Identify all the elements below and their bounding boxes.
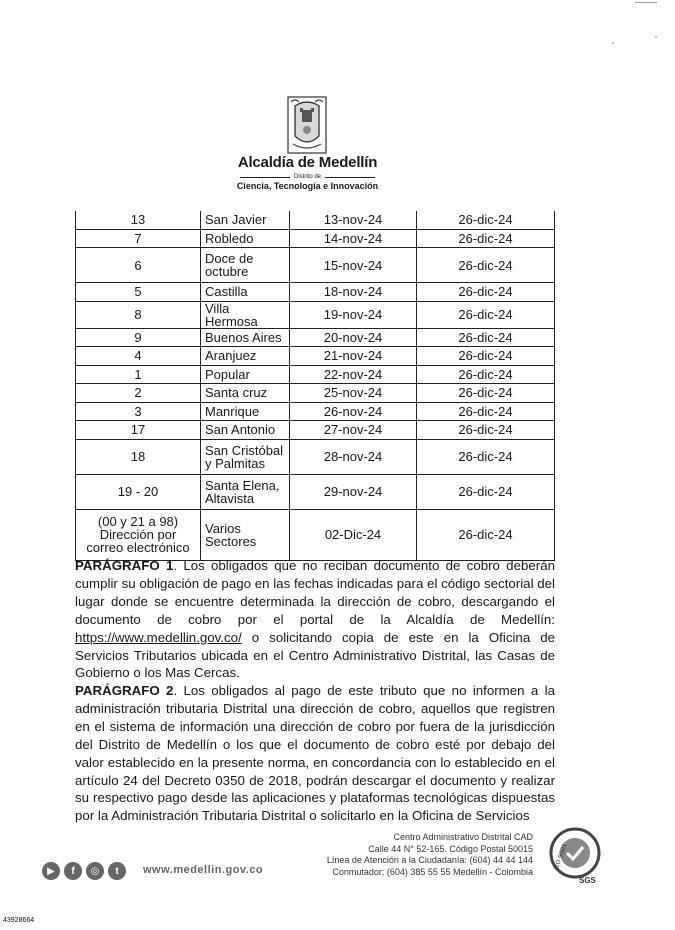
scan-mark (635, 2, 657, 3)
invoice-date-cell: 25-nov-24 (290, 384, 417, 403)
commune-cell: San Antonio (201, 421, 290, 440)
table-row (76, 248, 555, 283)
address-line: Calle 44 N° 52-165. Código Postal 50015 (368, 843, 533, 854)
invoice-date-cell: 02-Dic-24 (290, 509, 417, 560)
scan-speck (612, 42, 614, 44)
commune-cell: Santa Elena, Altavista (201, 474, 290, 509)
sector-code-cell: 17 (76, 421, 201, 440)
table-row (76, 365, 555, 384)
sector-code-cell: 9 (76, 328, 201, 347)
organization-name: Alcaldía de Medellín (237, 154, 378, 171)
invoice-date-cell: 28-nov-24 (290, 439, 417, 474)
address-line: Conmutador: (604) 385 55 55 Medellín - Colombia (332, 866, 533, 877)
sector-code-cell: 13 (76, 211, 201, 229)
table-row (76, 211, 555, 229)
table-row (76, 509, 555, 560)
instagram-icon[interactable]: ◎ (86, 862, 104, 880)
due-date-cell: 26-dic-24 (417, 229, 555, 248)
due-date-cell: 26-dic-24 (417, 365, 555, 384)
commune-cell: Varios Sectores (201, 509, 290, 560)
due-date-cell: 26-dic-24 (417, 328, 555, 347)
table-row (76, 384, 555, 403)
cert-label: SGS (579, 876, 596, 885)
due-date-cell: 26-dic-24 (417, 248, 555, 283)
paragraph-1-text-a: . Los obligados que no reciban documento de cobro deberán cumplir su obligación de pago en las fechas indicadas para el código sectorial del lugar donde se encuentre determinada la dirección de cobro, descargando el documento de cobro por el portal de la Alcaldía de Medellín: (75, 558, 555, 627)
due-date-cell: 26-dic-24 (417, 474, 555, 509)
commune-cell: Aranjuez (201, 347, 290, 366)
document-number: 43928664 (3, 917, 35, 924)
commune-cell: Robledo (201, 229, 290, 248)
sector-code-cell: 2 (76, 384, 201, 403)
paragraph-1-text-b: o solicitando copia de este en la Oficina de Servicios Tributarios ubicada en el Centro Administrativo Distrital, las Casas de Gobierno o los Mas Cercas. (75, 629, 555, 681)
commune-cell: Villa Hermosa (201, 301, 290, 328)
commune-cell: Doce de octubre (201, 248, 290, 283)
sector-code-cell: 18 (76, 439, 201, 474)
invoice-date-cell: 15-nov-24 (290, 248, 417, 283)
address-block (273, 832, 533, 878)
sector-code-cell: 4 (76, 347, 201, 366)
due-date-cell: 26-dic-24 (417, 211, 555, 229)
social-icons (42, 862, 126, 880)
invoice-date-cell: 14-nov-24 (290, 229, 417, 248)
sector-code-cell: 7 (76, 229, 201, 248)
due-date-cell: 26-dic-24 (417, 402, 555, 421)
invoice-date-cell: 26-nov-24 (290, 402, 417, 421)
commune-cell: Popular (201, 365, 290, 384)
table-row (76, 328, 555, 347)
paragraph-1-label: PARÁGRAFO 1 (75, 558, 174, 573)
table-row (76, 474, 555, 509)
commune-cell: Castilla (201, 283, 290, 302)
paragraph-2-text: . Los obligados al pago de este tributo que no informen a la administración tributaria Distrital una dirección de cobro, aquellos que registren en el sistema de información una dirección de cobro por fuera de la jurisdicción del Distrito de Medellín o los que el documento de cobro esté por debajo del valor establecido en la presente norma, en concordancia con lo establecido en el artículo 24 del Decreto 0350 de 2018, podrán descargar el documento y realizar su respectivo pago desde las aplicaciones y plataformas tecnológicas dispuestas por la Administración Tributaria Distrital o solicitarlo en la Oficina de Servicios (75, 683, 555, 824)
district-label: Distrito de (294, 174, 322, 180)
invoice-date-cell: 13-nov-24 (290, 211, 417, 229)
sector-code-cell: 19 - 20 (76, 474, 201, 509)
paragraph-2 (75, 682, 555, 825)
address-line: Línea de Atención a la Ciudadanía: (604) 44 44 144 (326, 855, 533, 865)
twitter-icon[interactable]: t (108, 862, 126, 880)
invoice-date-cell: 22-nov-24 (290, 365, 417, 384)
paragraph-1 (75, 557, 555, 682)
invoice-date-cell: 21-nov-24 (290, 347, 417, 366)
sector-code-cell: 8 (76, 301, 201, 328)
commune-cell: San Cristóbal y Palmitas (201, 439, 290, 474)
youtube-icon[interactable]: ▶ (42, 862, 60, 880)
table-row (76, 439, 555, 474)
commune-cell: Buenos Aires (201, 328, 290, 347)
table-row (76, 283, 555, 302)
iso-certification-seal (545, 825, 605, 885)
due-date-cell: 26-dic-24 (417, 347, 555, 366)
address-line: Centro Administrativo Distrital CAD (393, 832, 533, 842)
due-date-cell: 26-dic-24 (417, 509, 555, 560)
invoice-date-cell: 19-nov-24 (290, 301, 417, 328)
table-row (76, 421, 555, 440)
table-row (76, 402, 555, 421)
due-date-cell: 26-dic-24 (417, 384, 555, 403)
table-row (76, 347, 555, 366)
commune-cell: Santa cruz (201, 384, 290, 403)
scan-speck (655, 36, 657, 38)
table-row (76, 229, 555, 248)
invoice-date-cell: 29-nov-24 (290, 474, 417, 509)
table-row (76, 301, 555, 328)
due-date-cell: 26-dic-24 (417, 301, 555, 328)
divider (240, 177, 290, 178)
sector-code-cell: (00 y 21 a 98) Dirección por correo electrónico (76, 509, 201, 560)
coat-of-arms-logo (287, 96, 327, 154)
paragraph-2-label: PARÁGRAFO 2 (75, 683, 174, 698)
invoice-date-cell: 20-nov-24 (290, 328, 417, 347)
website-url[interactable]: www.medellin.gov.co (143, 864, 264, 876)
sector-code-cell: 1 (76, 365, 201, 384)
divider (325, 177, 375, 178)
commune-cell: San Javier (201, 211, 290, 229)
facebook-icon[interactable]: f (64, 862, 82, 880)
portal-link[interactable]: https://www.medellin.gov.co/ (75, 629, 242, 645)
invoice-date-cell: 27-nov-24 (290, 421, 417, 440)
payment-schedule-table (75, 211, 555, 561)
due-date-cell: 26-dic-24 (417, 439, 555, 474)
invoice-date-cell: 18-nov-24 (290, 283, 417, 302)
cert-ring-text: ISO 9001 (552, 842, 569, 871)
due-date-cell: 26-dic-24 (417, 421, 555, 440)
department-name: Ciencia, Tecnología e Innovación (236, 181, 379, 191)
sector-code-cell: 6 (76, 248, 201, 283)
sector-code-cell: 3 (76, 402, 201, 421)
due-date-cell: 26-dic-24 (417, 283, 555, 302)
sector-code-cell: 5 (76, 283, 201, 302)
commune-cell: Manrique (201, 402, 290, 421)
